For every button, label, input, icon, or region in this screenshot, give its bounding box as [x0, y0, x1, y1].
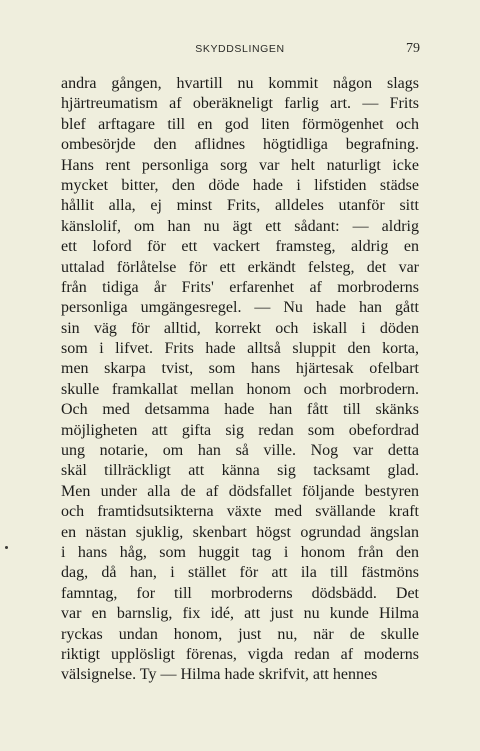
text-line: men skarpa tvist, som hans hjärtesak ofelbart — [61, 360, 419, 378]
text-line: uttalad förlåtelse för ett erkändt felsteg, det var — [61, 258, 419, 276]
text-line: skulle framkallat mellan honom och morbrodern. — [61, 380, 419, 398]
text-line: ung notarie, om han så ville. Nog var detta — [61, 442, 419, 460]
text-line: sin väg för alltid, korrekt och iskall i döden — [61, 319, 419, 337]
page-number: 79 — [406, 41, 420, 56]
text-line: riktigt upplösligt förenas, vigda redan af moderns — [61, 645, 419, 663]
body-text — [61, 74, 419, 686]
text-line: möjligheten att gifta sig redan som obefordrad — [61, 421, 419, 439]
text-line: personliga umgängesregel. — Nu hade han gått — [61, 299, 419, 317]
text-line: i hans håg, som huggit tag i honom från den — [61, 543, 419, 561]
text-line: ombesörjde den aflidnes högtidliga begrafning. — [61, 136, 419, 154]
text-line: ett loford för ett vackert framsteg, aldrig en — [61, 238, 419, 256]
text-line: dag, då han, i stället för att ila till fästmöns — [61, 564, 419, 582]
running-title: SKYDDSLINGEN — [195, 43, 285, 55]
text-line: var en barnslig, fix idé, att just nu kunde Hilma — [61, 605, 419, 623]
text-line: skäl tillräckligt att känna sig tacksamt glad. — [61, 462, 419, 480]
running-header — [60, 43, 420, 59]
text-line: mycket bitter, den döde hade i lifstiden städse — [61, 176, 419, 194]
text-line: andra gången, hvartill nu kommit någon slags — [61, 75, 419, 92]
text-line: som i lifvet. Frits hade alltså sluppit den korta, — [61, 340, 419, 358]
text-line: en nästan sjuklig, skenbart högst ogrundad ängslan — [61, 523, 419, 541]
text-line: och framtidsutsikterna växte med svällande kraft — [61, 503, 419, 521]
text-line: från tidiga år Frits' erfarenhet af morbroderns — [61, 278, 419, 296]
text-line: famntag, for till morbroderns dödsbädd. Det — [61, 584, 419, 602]
text-line: hjärtreumatism af oberäkneligt farlig art. — Frits — [61, 95, 419, 113]
text-line: hållit alla, ej minst Frits, alldeles utanför sitt — [61, 197, 419, 215]
text-line: känslolif, om han nu ägt ett sådant: — aldrig — [61, 217, 419, 235]
text-line: ryckas undan honom, just nu, när de skulle — [61, 625, 419, 643]
text-line: Hans rent personliga sorg var helt naturligt icke — [61, 156, 419, 174]
text-line: Men under alla de af dödsfallet följande bestyren — [61, 482, 419, 500]
text-line: välsignelse. Ty — Hilma hade skrifvit, att hennes — [61, 666, 378, 684]
text-line: blef arftagare till en god liten förmögenhet och — [61, 115, 419, 133]
margin-mark — [5, 546, 8, 549]
text-line: Och med detsamma hade han fått till skänks — [61, 401, 419, 419]
